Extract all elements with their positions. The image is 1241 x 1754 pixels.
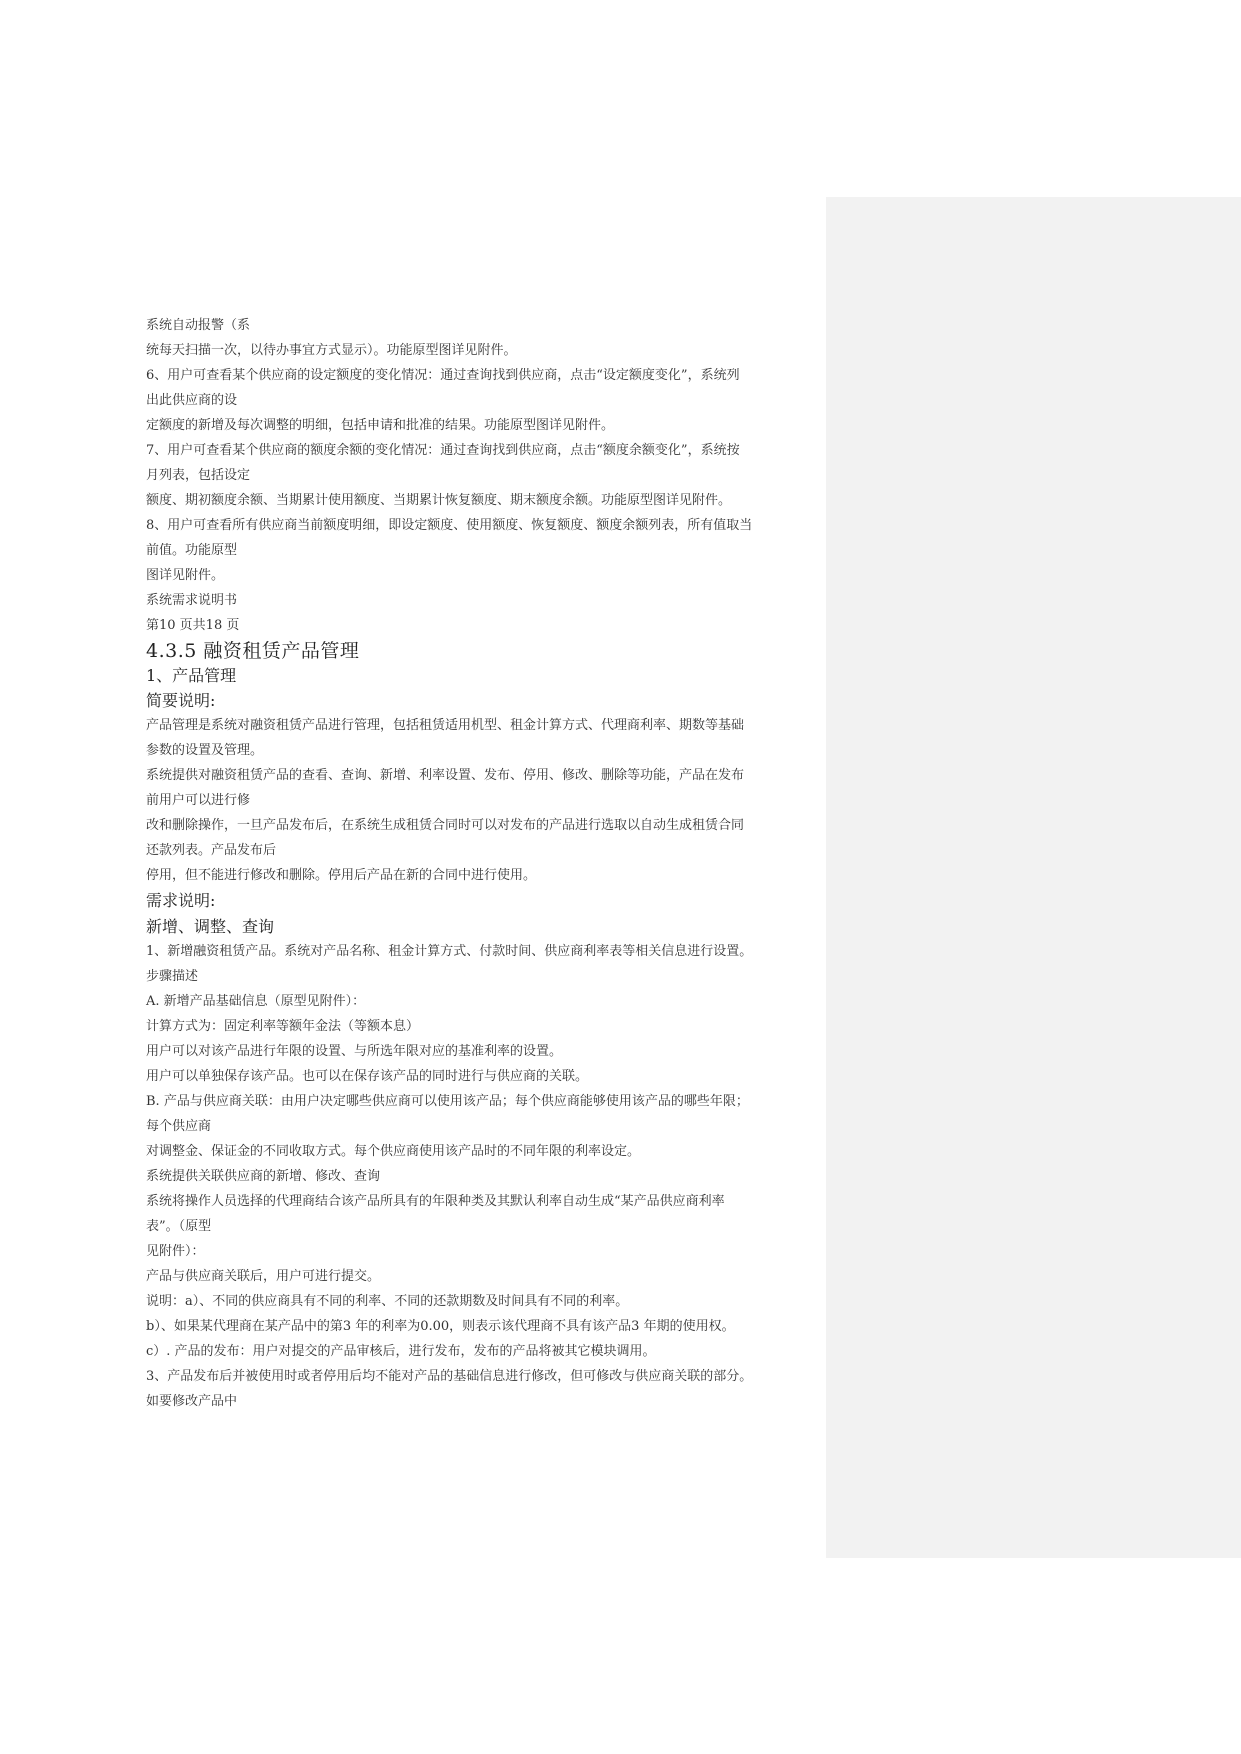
text-line: 改和删除操作，一旦产品发布后，在系统生成租赁合同时可以对发布的产品进行选取以自动生成租赁合同: [146, 818, 745, 833]
text-line: 统每天扫描一次，以待办事宜方式显示）。功能原型图详见附件。: [146, 343, 517, 358]
running-header: 系统需求说明书: [146, 593, 238, 608]
text-line: 还款列表。产品发布后: [146, 843, 277, 858]
text-line: 前用户可以进行修: [146, 793, 251, 808]
text-line: 图详见附件。: [146, 568, 225, 583]
text-line: 3、产品发布后并被使用时或者停用后均不能对产品的基础信息进行修改，但可修改与供应商关联的部分。: [146, 1369, 753, 1384]
text-line: 系统提供对融资租赁产品的查看、查询、新增、利率设置、发布、停用、修改、删除等功能，产品在发布: [146, 768, 745, 783]
text-line: 参数的设置及管理。: [146, 743, 264, 758]
text-line: 计算方式为：固定利率等额年金法（等额本息）: [146, 1019, 420, 1034]
text-line: 出此供应商的设: [146, 393, 238, 408]
text-line: 前值。功能原型: [146, 543, 238, 558]
text-line: B. 产品与供应商关联：由用户决定哪些供应商可以使用该产品；每个供应商能够使用该产品的哪些年限；: [146, 1094, 749, 1109]
text-line: 停用，但不能进行修改和删除。停用后产品在新的合同中进行使用。: [146, 868, 537, 883]
text-line: 说明：a）、不同的供应商具有不同的利率、不同的还款期数及时间具有不同的利率。: [146, 1294, 629, 1309]
section-heading: 4.3.5 融资租赁产品管理: [146, 640, 360, 662]
text-line: 7、用户可查看某个供应商的额度余额的变化情况：通过查询找到供应商，点击“额度余额变化”，系统按: [146, 443, 740, 458]
text-line: 如要修改产品中: [146, 1394, 238, 1409]
subsection-heading: 新增、调整、查询: [146, 917, 275, 936]
text-line: 每个供应商: [146, 1119, 212, 1134]
text-line: 见附件）：: [146, 1244, 205, 1259]
text-line: b）、如果某代理商在某产品中的第3 年的利率为0.00，则表示该代理商不具有该产品3 年期的使用权。: [146, 1319, 735, 1334]
text-line: c）. 产品的发布：用户对提交的产品审核后，进行发布，发布的产品将被其它模块调用。: [146, 1344, 656, 1359]
text-line: 步骤描述: [146, 969, 199, 984]
text-line: 产品管理是系统对融资租赁产品进行管理，包括租赁适用机型、租金计算方式、代理商利率、期数等基础: [146, 718, 745, 733]
subsection-heading: 1、产品管理: [146, 666, 237, 685]
text-line: 产品与供应商关联后，用户可进行提交。: [146, 1269, 381, 1284]
text-line: 定额度的新增及每次调整的明细，包括申请和批准的结果。功能原型图详见附件。: [146, 418, 615, 433]
text-line: 系统将操作人员选择的代理商结合该产品所具有的年限种类及其默认利率自动生成“某产品供应商利率: [146, 1194, 725, 1209]
text-line: 对调整金、保证金的不同收取方式。每个供应商使用该产品时的不同年限的利率设定。: [146, 1144, 641, 1159]
text-line: A. 新增产品基础信息（原型见附件）：: [146, 994, 366, 1009]
page-number: 第10 页共18 页: [146, 618, 240, 633]
subsection-heading: 需求说明:: [146, 891, 216, 910]
comment-margin-panel: [826, 197, 1241, 1558]
text-line: 表”。（原型: [146, 1219, 212, 1234]
text-line: 额度、期初额度余额、当期累计使用额度、当期累计恢复额度、期末额度余额。功能原型图详见附件。: [146, 493, 732, 508]
text-line: 用户可以单独保存该产品。也可以在保存该产品的同时进行与供应商的关联。: [146, 1069, 589, 1084]
text-line: 1、新增融资租赁产品。系统对产品名称、租金计算方式、付款时间、供应商利率表等相关信息进行设置。: [146, 944, 753, 959]
text-line: 系统自动报警（系: [146, 318, 251, 333]
text-line: 系统提供关联供应商的新增、修改、查询: [146, 1169, 381, 1184]
subsection-heading: 简要说明:: [146, 691, 216, 710]
text-line: 6、用户可查看某个供应商的设定额度的变化情况：通过查询找到供应商，点击“设定额度变化”，系统列: [146, 368, 740, 383]
text-line: 8、用户可查看所有供应商当前额度明细，即设定额度、使用额度、恢复额度、额度余额列表，所有值取当: [146, 518, 753, 533]
text-line: 月列表，包括设定: [146, 468, 251, 483]
text-line: 用户可以对该产品进行年限的设置、与所选年限对应的基准利率的设置。: [146, 1044, 563, 1059]
